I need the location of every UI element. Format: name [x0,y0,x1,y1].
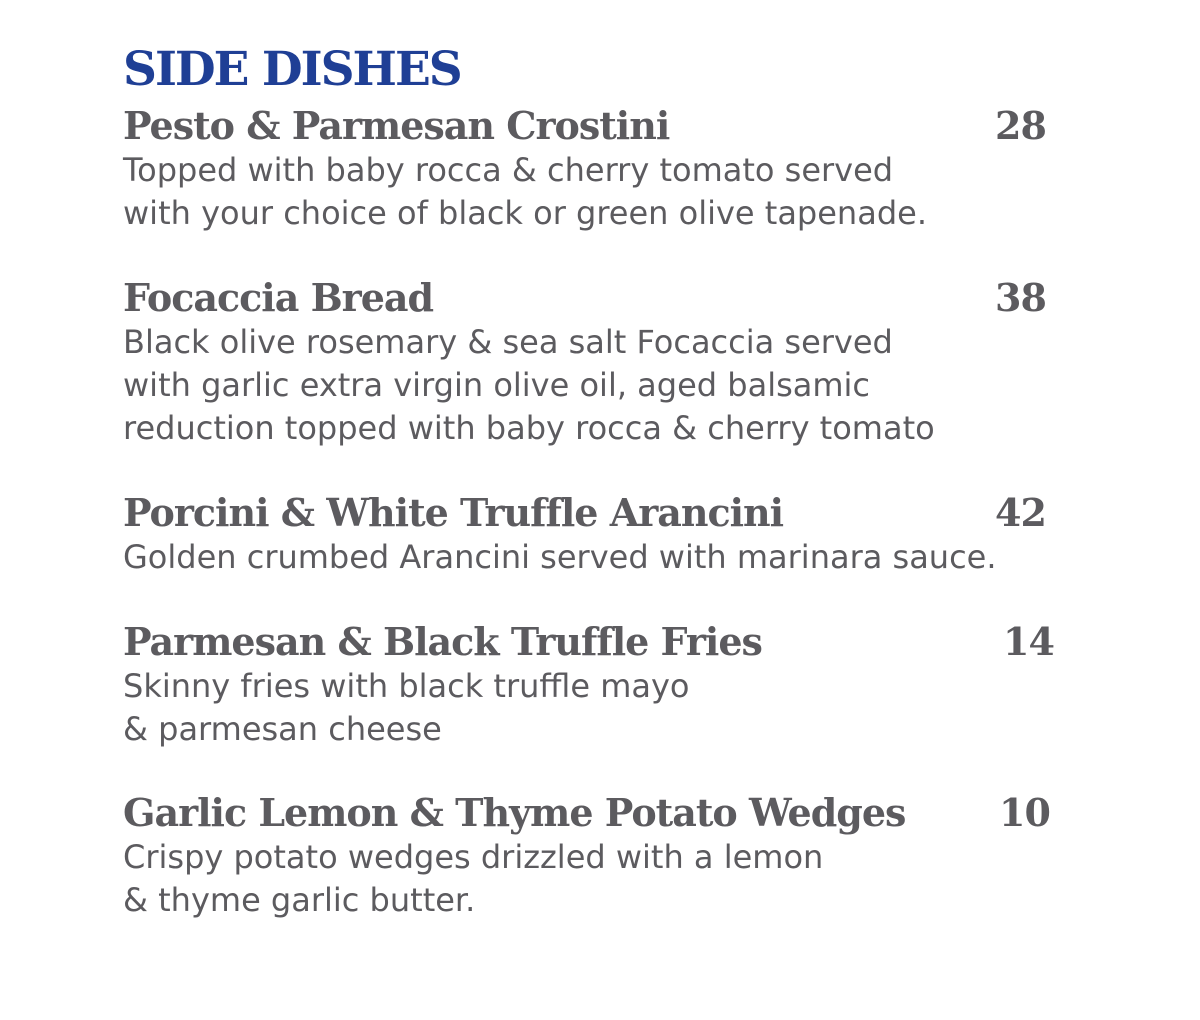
menu-item-price: 42 [995,490,1046,535]
menu-item-price: 10 [999,790,1050,835]
menu-item [123,490,1123,579]
menu-item-price: 14 [1003,619,1054,664]
menu-item [123,619,1123,751]
menu-item-header [123,103,1123,149]
menu-item-price: 28 [995,103,1046,148]
menu-item [123,790,1123,922]
menu-item-header [123,619,1123,665]
menu-item-header [123,790,1123,836]
menu-item-name: Pesto & Parmesan Crostini [123,103,670,148]
menu-item-description: Golden crumbed Arancini served with marinara sauce. [123,538,997,576]
menu-item-header [123,275,1123,321]
menu-item-name: Porcini & White Truffle Arancini [123,490,784,535]
menu-item [123,275,1123,450]
menu-item-description: Crispy potato wedges drizzled with a lemon & thyme garlic butter. [123,838,824,919]
menu-item-header [123,490,1123,536]
section-title: SIDE DISHES [123,42,461,97]
menu-panel [123,40,1123,922]
menu-item [123,103,1123,235]
menu-item-description: Black olive rosemary & sea salt Focaccia served with garlic extra virgin olive oil, aged balsamic reduction topped with baby rocca & cherry tomato [123,323,935,447]
menu-item-name: Garlic Lemon & Thyme Potato Wedges [123,790,906,835]
menu-item-name: Parmesan & Black Truffle Fries [123,619,762,664]
menu-item-description: Topped with baby rocca & cherry tomato served with your choice of black or green olive tapenade. [123,151,927,232]
menu-item-description: Skinny fries with black truffle mayo & parmesan cheese [123,667,690,748]
menu-item-price: 38 [995,275,1046,320]
menu-item-name: Focaccia Bread [123,275,434,320]
